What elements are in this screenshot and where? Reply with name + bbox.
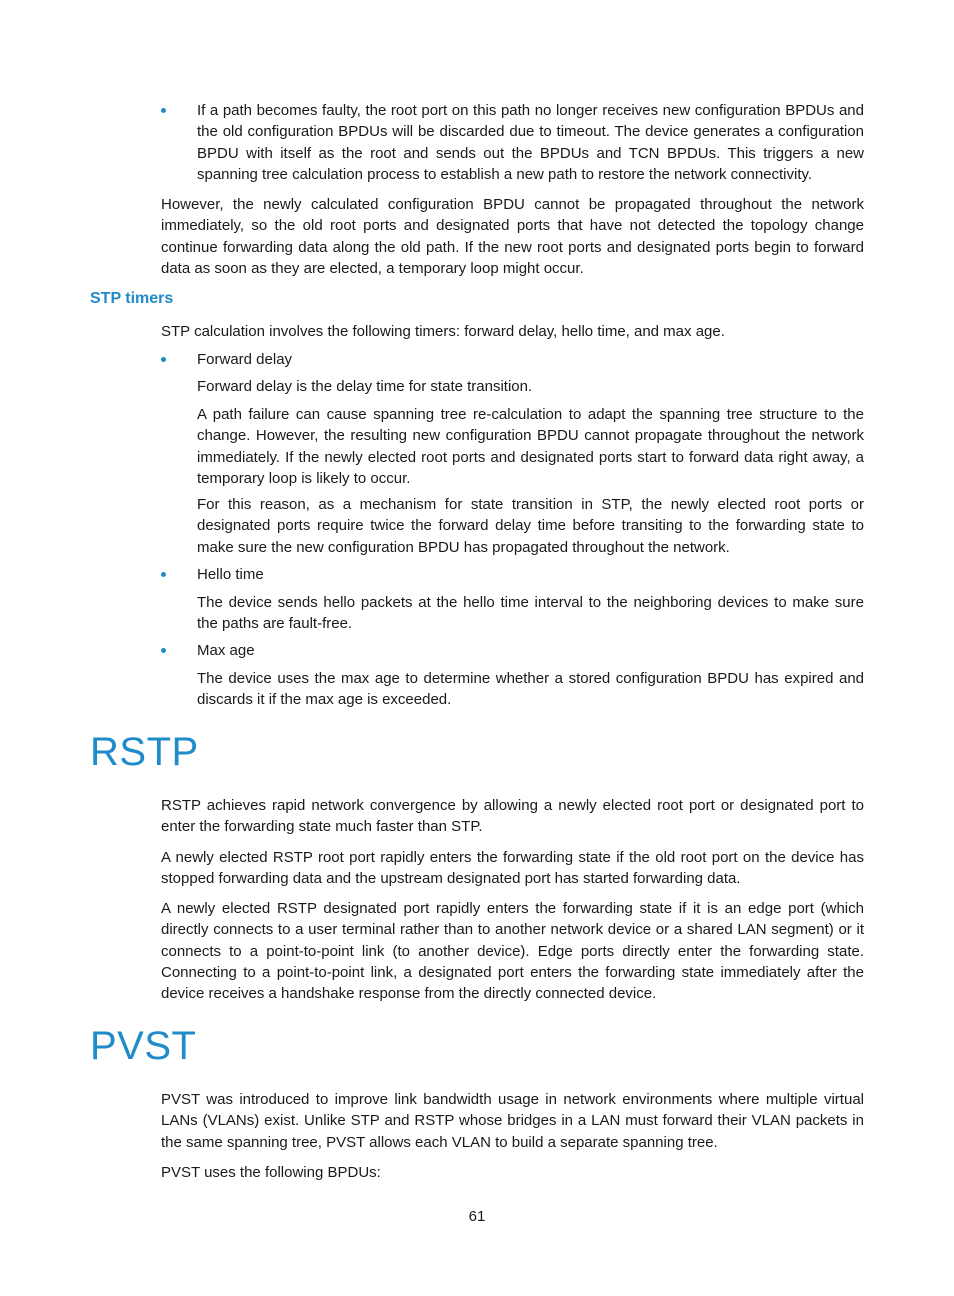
section-heading-rstp: RSTP <box>90 730 199 774</box>
section-heading-stp-timers: STP timers <box>90 290 174 307</box>
forward-delay-label: Forward delay <box>197 351 293 368</box>
bullet-icon <box>161 357 166 362</box>
intro-paragraph: However, the newly calculated configuration BPDU cannot be propagated throughout the network immediately, so the old root ports and designated ports that have not detected the topology change continue forwarding data along the old path. If the new root ports and designated ports begin to forward data as soon as they are elected, a temporary loop might occur. <box>161 196 864 277</box>
section-heading-pvst: PVST <box>90 1024 197 1068</box>
rstp-paragraph-2: A newly elected RSTP root port rapidly enters the forwarding state if the old root port on the device has stopped forwarding data and the upstream designated port has started forwarding data. <box>161 849 864 888</box>
hello-time-label: Hello time <box>197 566 264 583</box>
bullet-icon <box>161 572 166 577</box>
list-item-forward-delay <box>161 349 864 370</box>
intro-bullet-text: If a path becomes faulty, the root port on this path no longer receives new configuration BPDUs and the old configuration BPDUs will be discarded due to timeout. The device generates a configuration BPDU with itself as the root and sends out the BPDUs and TCN BPDUs. This triggers a new spanning tree calculation process to establish a new path to restore the network connectivity. <box>197 102 864 183</box>
pvst-paragraph-1: PVST was introduced to improve link bandwidth usage in network environments where multiple virtual LANs (VLANs) exist. Unlike STP and RSTP whose bridges in a LAN must forward their VLAN packets in the same spanning tree, PVST allows each VLAN to build a separate spanning tree. <box>161 1091 864 1151</box>
bullet-icon <box>161 648 166 653</box>
rstp-paragraph-1: RSTP achieves rapid network convergence by allowing a newly elected root port or designated port to enter the forwarding state much faster than STP. <box>161 797 864 836</box>
hello-time-paragraph: The device sends hello packets at the hello time interval to the neighboring devices to make sure the paths are fault-free. <box>197 594 864 633</box>
forward-delay-paragraph-2: A path failure can cause spanning tree re-calculation to adapt the spanning tree structure to the change. However, the resulting new configuration BPDU cannot propagate throughout the network immediately. If the newly elected root ports and designated ports start to forward data right away, a temporary loop is likely to occur. <box>197 406 864 487</box>
forward-delay-paragraph-1: Forward delay is the delay time for state transition. <box>197 378 533 395</box>
list-item <box>161 100 864 185</box>
stp-timers-intro: STP calculation involves the following timers: forward delay, hello time, and max age. <box>161 323 725 340</box>
max-age-label: Max age <box>197 642 255 659</box>
list-item-hello-time <box>161 564 864 585</box>
forward-delay-paragraph-3: For this reason, as a mechanism for state transition in STP, the newly elected root ports or designated ports require twice the forward delay time before transiting to the forwarding state to make sure the new configuration BPDU has propagated throughout the network. <box>197 496 864 556</box>
page-number: 61 <box>468 1208 486 1225</box>
max-age-paragraph: The device uses the max age to determine whether a stored configuration BPDU has expired and discards it if the max age is exceeded. <box>197 670 864 709</box>
list-item-max-age <box>161 640 864 661</box>
bullet-icon <box>161 108 166 113</box>
pvst-paragraph-2: PVST uses the following BPDUs: <box>161 1164 381 1181</box>
rstp-paragraph-3: A newly elected RSTP designated port rapidly enters the forwarding state if it is an edge port (which directly connects to a user terminal rather than to another network device or a shared LAN segment) or it connects to a point-to-point link (to another device). Edge ports directly enter the forwarding state. Connecting to a point-to-point link, a designated port enters the forwarding state immediately after the device receives a handshake response from the directly connected device. <box>161 900 864 1003</box>
